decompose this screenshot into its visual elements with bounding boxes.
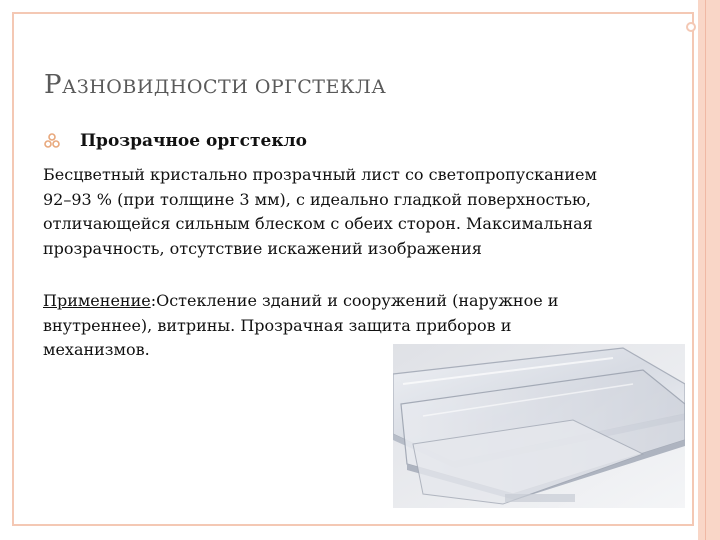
description-paragraph: Бесцветный кристально прозрачный лист со светопропусканием 92–93 % (при толщине 3 мм), с идеально гладкой поверхностью, отличающейся сильным блеском с обеих сторон. Максимальная прозрачность, отсутствие искажений изображения [43,165,597,258]
flower-bullet-icon [44,133,60,149]
decorative-side-band [698,0,720,540]
bullet-label: Прозрачное оргстекло [80,131,307,151]
bullet-item [44,131,307,151]
slide-title-first-letter: Р [44,70,62,100]
application-text: Остекление зданий и сооружений (наружное и внутреннее), витрины. Прозрачная защита приборов и механизмов. [43,291,559,359]
decorative-side-line [705,0,706,540]
application-separator: : [150,291,157,310]
acrylic-sheets-photo [393,344,685,508]
slide-title [44,70,386,100]
slide-title-rest: АЗНОВИДНОСТИ ОРГСТЕКЛА [62,76,387,98]
application-label: Применение [43,291,151,310]
decorative-corner-dot [686,22,696,32]
